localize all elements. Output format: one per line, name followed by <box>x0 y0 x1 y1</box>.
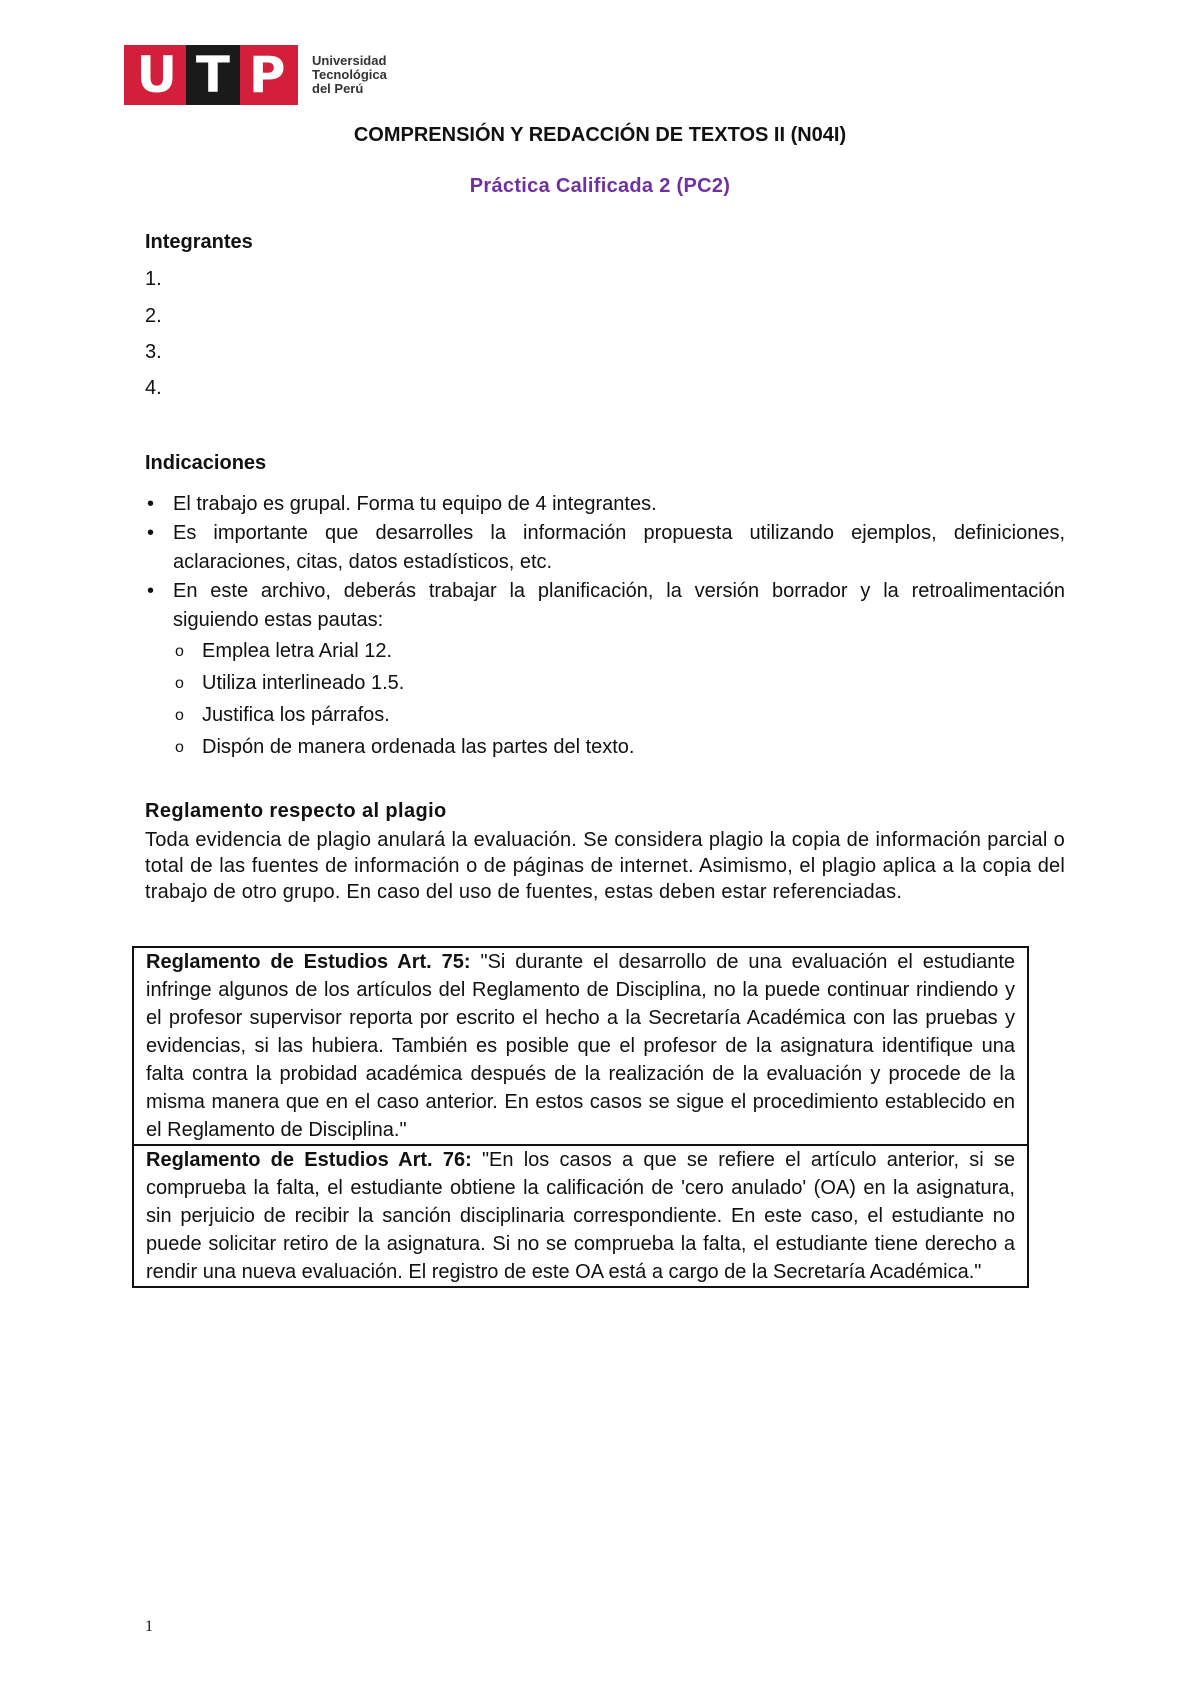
document-subtitle: Práctica Calificada 2 (PC2) <box>469 175 731 197</box>
logo-block <box>124 45 298 105</box>
document-title: COMPRENSIÓN Y REDACCIÓN DE TEXTOS II (N04I) <box>353 124 847 146</box>
indicaciones-list <box>145 490 1065 763</box>
sub-bullet-text-1: Emplea letra Arial 12. <box>202 640 393 662</box>
logo-letter-t: T <box>186 45 240 105</box>
rule-label: Reglamento de Estudios Art. 76: <box>146 1149 472 1171</box>
rule-text: "En los casos a que se refiere el artículo anterior, si se comprueba la falta, el estudiante obtiene la calificación de 'cero anulado' (OA) en la asignatura, sin perjuicio de recibir la sanción disciplinaria correspondiente. En este caso, el estudiante no puede solicitar retiro de la asignatura. Si no se comprueba la falta, el estudiante tiene derecho a rendir una nueva evaluación. El registro de este OA está a cargo de la Secretaría Académica." <box>146 1149 1015 1283</box>
sub-list-item: o Emplea letra Arial 12. <box>175 640 393 662</box>
reglamento-art-75 <box>134 948 1027 1144</box>
bullet-text-2: Es importante que desarrolles la información propuesta utilizando ejemplos, definiciones, aclaraciones, citas, datos estadísticos, etc. <box>173 522 1065 573</box>
bullet-text-1: El trabajo es grupal. Forma tu equipo de 4 integrantes. <box>173 493 657 515</box>
logo-text <box>312 54 387 96</box>
plagio-paragraph: Toda evidencia de plagio anulará la evaluación. Se considera plagio la copia de información parcial o total de las fuentes de información o de páginas de internet. Asimismo, el plagio aplica a la copia del trabajo de otro grupo. En caso del uso de fuentes, estas deben estar referenciadas. <box>145 829 1065 903</box>
integrante-4: 4. <box>145 377 162 399</box>
integrante-3: 3. <box>145 341 162 363</box>
sub-bullet-text-2: Utiliza interlineado 1.5. <box>202 672 405 694</box>
list-item: • En este archivo, deberás trabajar la planificación, la versión borrador y la retroalimentación siguiendo estas pautas: o Emplea letra Arial 12. o Utiliza interlineado 1.5. o Justifica los párrafos. o Dispón de manera ordenada las partes del texto. <box>145 577 1065 763</box>
page-number: 1 <box>145 1618 153 1635</box>
logo-letter-p: P <box>248 46 286 104</box>
integrante-1: 1. <box>145 268 162 290</box>
bullet-text-3: En este archivo, deberás trabajar la planificación, la versión borrador y la retroalimentación siguiendo estas pautas: <box>173 580 1065 631</box>
sub-list-item: o Dispón de manera ordenada las partes del texto. <box>175 736 635 758</box>
reglamento-box <box>132 946 1029 1288</box>
logo-text-line-2: Tecnológica <box>312 67 387 82</box>
utp-logo <box>124 45 387 105</box>
indicaciones-heading: Indicaciones <box>145 452 267 474</box>
sub-list-item: o Justifica los párrafos. <box>175 704 390 726</box>
logo-text-line-1: Universidad <box>312 53 387 68</box>
integrante-2: 2. <box>145 305 162 327</box>
sub-bullet-text-4: Dispón de manera ordenada las partes del texto. <box>202 736 635 758</box>
sub-bullet-text-3: Justifica los párrafos. <box>202 704 390 726</box>
list-item: • El trabajo es grupal. Forma tu equipo de 4 integrantes. <box>147 493 657 515</box>
plagio-heading: Reglamento respecto al plagio <box>145 800 447 822</box>
logo-letter-u: U <box>136 46 178 104</box>
pautas-list <box>173 635 1065 763</box>
list-item: • Es importante que desarrolles la información propuesta utilizando ejemplos, definiciones, aclaraciones, citas, datos estadísticos, etc. <box>147 522 1065 573</box>
sub-list-item: o Utiliza interlineado 1.5. <box>175 672 405 694</box>
rule-label: Reglamento de Estudios Art. 75: <box>146 951 471 973</box>
reglamento-art-76 <box>134 1144 1027 1286</box>
rule-text: "Si durante el desarrollo de una evaluación el estudiante infringe algunos de los artículos del Reglamento de Disciplina, no la puede continuar rindiendo y el profesor supervisor reporta por escrito el hecho a la Secretaría Académica con las pruebas y evidencias, si las hubiera. También es posible que el profesor de la asignatura identifique una falta contra la probidad académica después de la realización de la evaluación y procede de la misma manera que en el caso anterior. En estos casos se sigue el procedimiento establecido en el Reglamento de Disciplina." <box>146 951 1016 1141</box>
integrantes-heading: Integrantes <box>145 231 253 253</box>
logo-text-line-3: del Perú <box>312 81 364 96</box>
